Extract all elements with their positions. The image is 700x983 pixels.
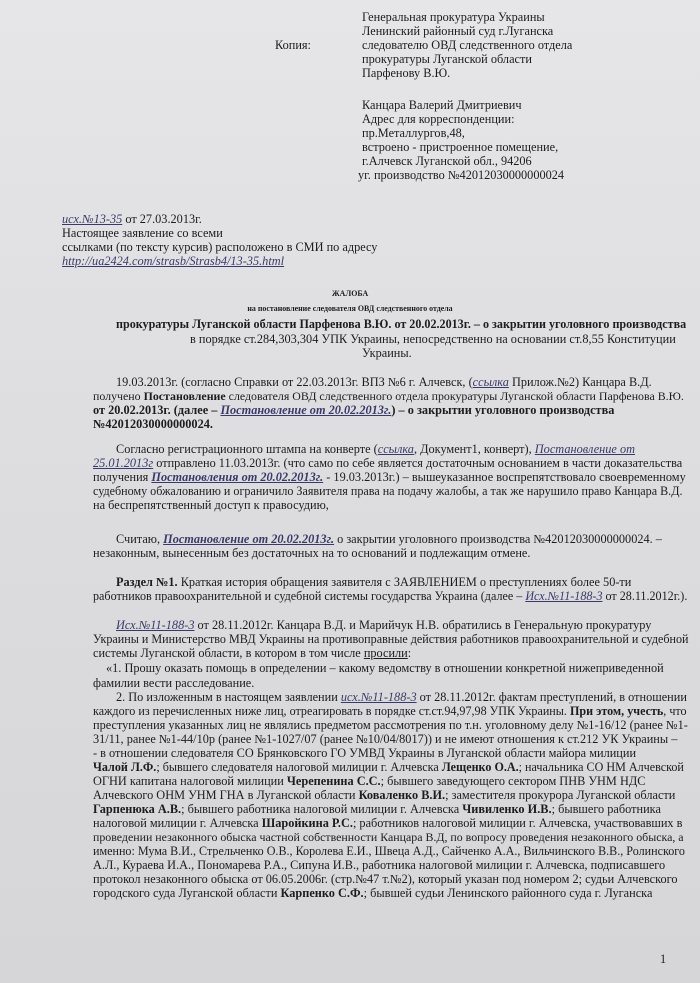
outgoing-line-2: Настоящее заявление со всеми [62, 226, 223, 240]
para4-line-2: Украины и Министерство МВД Украины на противоправные действия работников правоохранительной и судебной [93, 632, 689, 646]
para4-text-m: Алчевского ОНМ УНМ ГНА в Луганской области [93, 788, 359, 802]
copy-label: Копия: [275, 38, 311, 52]
para4-bold-o: Шаройкина Р.С. [261, 816, 353, 830]
recipient-line-4: прокуратуры Луганской области [362, 52, 532, 66]
para4-line-7 [93, 704, 687, 718]
para2-link-3[interactable]: 25.01.2013г [93, 456, 154, 470]
para1-text-c: получено [93, 389, 144, 403]
para1-text-d: следователя ОВД следственного отдела прокуратуры Луганской области Парфенова В.Ю. [225, 389, 684, 403]
para3-line-2: незаконным, вынесенным без достаточных на то оснований и подлежащим отмене. [93, 546, 531, 560]
para4-line-8: преступления указанных лиц не являлись предметом рассмотрения по т.н. уголовному делу №1-16/12 (ранее №1- [93, 718, 688, 732]
para4-bold-n: Гарпенюка А.В. [93, 802, 182, 816]
para4-line-4: «1. Прошу оказать помощь в определении – какому ведомству в отношении конкретной нижеприведенной [106, 661, 664, 675]
para4-line-6 [116, 690, 687, 704]
para4-line-16: проведении незаконного обыска частной собственности Канцара В.Д, по вопросу проведения незаконного обыска, а [93, 830, 684, 844]
para4-bold-m: Коваленко В.И. [358, 788, 446, 802]
para4-text-o2: ; работников налоговой милиции г. Алчевска, участвовавших в [352, 816, 683, 830]
para4-text-n: ; бывшего работника налоговой милиции г. Алчевска [181, 802, 463, 816]
para4-text-n2: ; бывшего работника [551, 802, 661, 816]
para2-text-e: - 19.03.2013г.) – вышеуказанное воспрепятствовало своевременному [323, 470, 686, 484]
para4-line-1 [116, 618, 651, 632]
para4-text-l: ОГНИ капитана налоговой милиции [93, 774, 287, 788]
para1-link-1[interactable]: ссылка [472, 375, 509, 389]
para4-bold-l: Черепенина С.С. [286, 774, 381, 788]
para2-link-1[interactable]: ссылка [377, 442, 414, 456]
para4-text-a: от 28.11.2012г. Канцара В.Д. и Марийчук Н.В. обратились в Генеральную прокуратуру [194, 618, 652, 632]
section1-text-a: Краткая история обращения заявителя с ЗАЯВЛЕНИЕМ о преступлениях более 50-ти [177, 575, 632, 589]
para2-line-4: судебному обжалованию и ограничило Заявителя права на подачу жалобы, а так же нарушило право Канцара В.Д. [93, 484, 683, 498]
para4-line-15 [93, 816, 682, 830]
para4-line-3 [93, 646, 411, 660]
section1-text-c: от 28.11.2012г.). [602, 589, 688, 603]
para1-bold-c: Постановление [143, 389, 226, 403]
para4-link-2[interactable]: исх.№11-188-3 [340, 690, 417, 704]
para1-line-4: №42012030000000024. [93, 417, 213, 431]
recipient-line-1: Генеральная прокуратура Украины [362, 10, 545, 24]
para4-bold-k: Чалой Л.Ф. [93, 760, 157, 774]
sender-line-5: г.Алчевск Луганской обл., 94206 [362, 154, 532, 168]
section1-link[interactable]: Исх.№11-188-3 [525, 589, 603, 603]
para1-text-e: от 20.02.2013г. (далее – [93, 403, 221, 417]
para3-link[interactable]: Постановление от 20.02.2013г. [163, 532, 335, 546]
para4-text-c-end: : [407, 646, 412, 660]
para4-line-5: фамилии вести расследование. [93, 676, 255, 690]
para2-line-5: на беспрепятственный доступ к правосудию, [93, 498, 329, 512]
para4-line-13 [93, 788, 675, 802]
para2-line-1 [116, 442, 635, 456]
doc-title-line-5: Украины. [362, 346, 412, 360]
para4-line-9: 31/11, ранее №1-44/10р (ранее №1-1027/07 (ранее №10/04/8017)) и не имеют отношения к ст.212 УК Украины – [93, 732, 678, 746]
para4-text-g: каждого из перечисленных ниже лиц, отреагировать в порядке ст.ст.94,97,98 УПК Украины. [93, 704, 570, 718]
doc-title: ЖАЛОБА [331, 289, 369, 298]
para4-line-19: протокол незаконного обыска от 06.05.2006г. (стр.№47 т.№2), который указан под номером 2; судьи Алчевского [93, 872, 678, 886]
sender-line-2: Адрес для корреспонденции: [362, 112, 515, 126]
para2-text-a: Согласно регистрационного штампа на конверте ( [116, 442, 378, 456]
para1-text-b: Прилож.№2) Канцара В.Д. [508, 375, 652, 389]
doc-title-line-3: прокуратуры Луганской области Парфенова В.Ю. от 20.02.2013г. – о закрытии уголовного производства [116, 317, 687, 331]
para4-bold-g: При этом, учесть [569, 704, 664, 718]
para4-text-m2: ; заместителя прокурора Луганской области [445, 788, 676, 802]
para4-text-t2: ; бывшей судьи Ленинского районного суда г. Луганска [363, 886, 653, 900]
section1-label: Раздел №1. [116, 575, 178, 589]
para4-line-17: именно: Мума В.И., Стрельченко О.В., Королева Е.И., Швеца А.Д., Сайченко А.А., Вильчинского В.В., Ролинского [93, 844, 685, 858]
para4-text-f2: от 28.11.2012г. фактам преступлений, в отношении [416, 690, 687, 704]
outgoing-line-3: ссылками (по тексту курсив) расположено в СМИ по адресу [62, 240, 378, 254]
section1-text-b: работников правоохранительной и судебной системы государства Украина (далее – [93, 589, 526, 603]
para4-line-14 [93, 802, 661, 816]
para2-line-2 [93, 456, 682, 470]
para4-line-18: А.Л., Кураева И.А., Пономарева Р.А., Сипуна И.В., работника налоговой милиции г. Алчевска, подписавшего [93, 858, 666, 872]
para2-link-2[interactable]: Постановление от [534, 442, 635, 456]
para4-line-20 [93, 886, 652, 900]
sender-line-6: уг. производство №42012030000000024 [358, 168, 565, 182]
recipient-line-2: Ленинский районный суд г.Луганска [362, 24, 554, 38]
outgoing-ref-line [62, 212, 202, 226]
para4-line-12 [93, 774, 645, 788]
para1-line-3 [93, 403, 614, 417]
doc-title-line-2: на постановление следователя ОВД следственного отдела [247, 304, 453, 313]
para4-bold-k2: Лещенко О.А. [441, 760, 519, 774]
para1-text-f: ) – о закрытии уголовного производства [391, 403, 615, 417]
sender-line-3: пр.Металлургов,48, [362, 126, 465, 140]
para4-underline-c: просили [363, 646, 408, 660]
para4-text-k: ; бывшего следователя налоговой милиции г. Алчевска [156, 760, 442, 774]
para4-text-c: системы Луганской области, в котором в том числе [93, 646, 364, 660]
para4-text-g2: , что [663, 704, 687, 718]
para1-line-1 [116, 375, 652, 389]
para3-line-1 [116, 532, 662, 546]
para3-text-a: Считаю, [116, 532, 164, 546]
outgoing-ref-link[interactable]: исх.№13-35 [62, 212, 123, 226]
para3-text-b: о закрытии уголовного производства №42012030000000024. – [334, 532, 662, 546]
outgoing-ref-date: от 27.03.2013г. [122, 212, 202, 226]
recipient-line-5: Парфенову В.Ю. [362, 66, 451, 80]
sender-line-1: Канцара Валерий Дмитриевич [362, 98, 522, 112]
para4-text-l2: ; бывшего заведующего сектором ПНВ УНМ НДС [380, 774, 646, 788]
para4-line-10: - в отношении следователя СО Брянковского ГО УМВД Украины в Луганской области майора милиции [93, 746, 637, 760]
para2-link-4[interactable]: Постановления от 20.02.2013г. [151, 470, 324, 484]
para4-text-t: городского суда Луганской области [93, 886, 281, 900]
doc-title-line-4: в порядке ст.284,303,304 УПК Украины, непосредственно на основании ст.8,55 Конституции [190, 332, 676, 346]
para2-text-b: , Документ1, конверт), [413, 442, 535, 456]
para4-text-f: 2. По изложенным в настоящем заявлении [116, 690, 341, 704]
section1-line-2 [93, 589, 687, 603]
para1-line-2 [93, 389, 684, 403]
para2-line-3 [93, 470, 686, 484]
para2-text-c: отправлено 11.03.2013г. (что само по себе является достаточным основанием в части доказательства [153, 456, 683, 470]
page-number: 1 [660, 952, 667, 966]
para4-bold-t: Карпенко С.Ф. [280, 886, 364, 900]
para1-link-2[interactable]: Постановление от 20.02.2013г. [220, 403, 392, 417]
para4-bold-n2: Чивиленко И.В. [462, 802, 552, 816]
para4-text-o: налоговой милиции г. Алчевска [93, 816, 262, 830]
para1-text-a: 19.03.2013г. (согласно Справки от 22.03.2013г. ВПЗ №6 г. Алчевск, ( [116, 375, 473, 389]
section1-line-1 [116, 575, 631, 589]
recipient-line-3: следователю ОВД следственного отдела [362, 38, 573, 52]
para2-text-d: получения [93, 470, 152, 484]
sender-line-4: встроено - пристроенное помещение, [362, 140, 559, 154]
outgoing-url-link[interactable]: http://ua2424.com/strasb/Strasb4/13-35.html [62, 254, 285, 268]
para4-link-1[interactable]: Исх.№11-188-3 [116, 618, 195, 632]
para4-text-k2: ; начальника СО НМ Алчевской [518, 760, 684, 774]
para4-line-11 [93, 760, 684, 774]
